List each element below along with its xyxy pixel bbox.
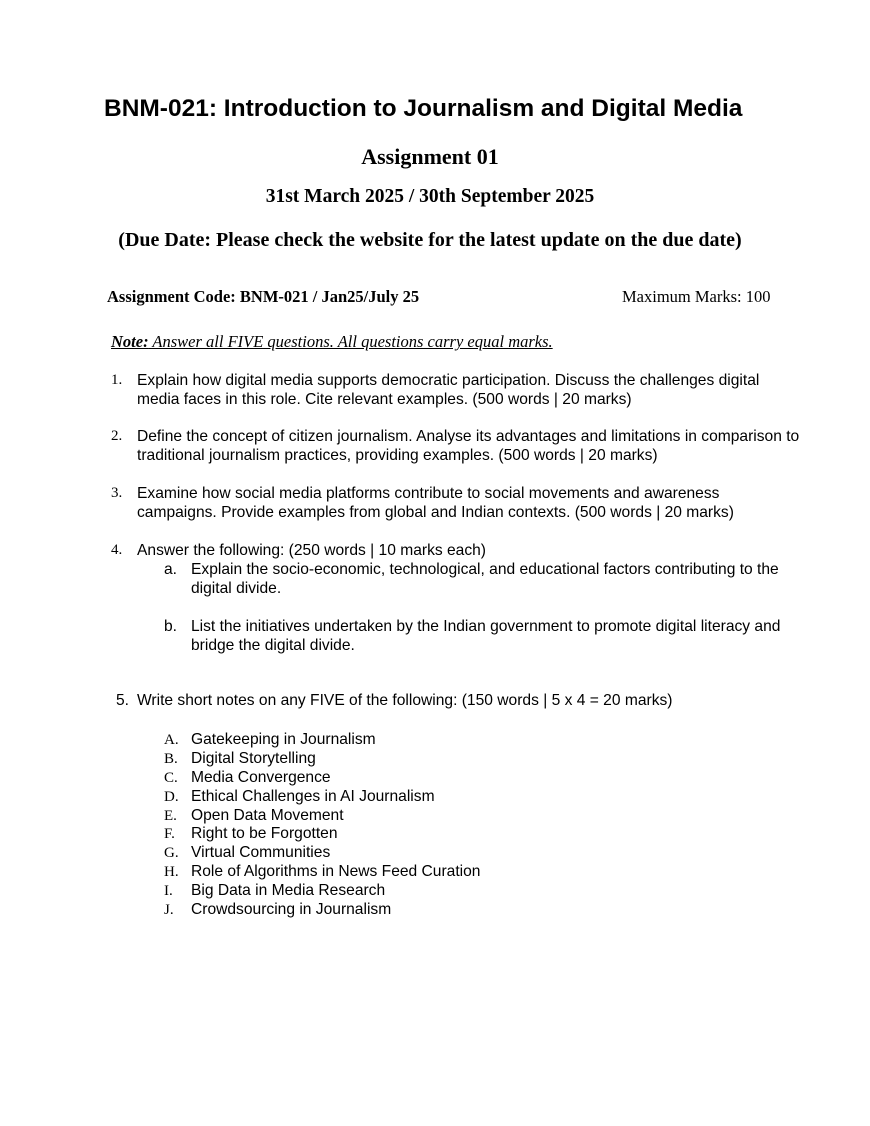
list-item bbox=[0, 863, 870, 882]
course-title: BNM-021: Introduction to Journalism and Digital Media bbox=[104, 95, 743, 122]
subpart-label: b. bbox=[164, 618, 178, 635]
topic-text: Open Data Movement bbox=[191, 806, 344, 824]
question-text: Explain how digital media supports democratic participation. Discuss the challenges digital media faces in this role. Cite relevant examples. (500 words | 20 marks) bbox=[137, 372, 760, 408]
topic-label: A. bbox=[164, 732, 179, 748]
instructions-note bbox=[111, 332, 553, 352]
note-text: Answer all FIVE questions. All questions carry equal marks. bbox=[148, 332, 553, 351]
question-number: 3. bbox=[111, 485, 123, 501]
topic-text: Digital Storytelling bbox=[191, 749, 316, 767]
topic-label: B. bbox=[164, 750, 178, 767]
list-item bbox=[0, 844, 870, 863]
subpart-text: List the initiatives undertaken by the Indian government to promote digital literacy and bridge the digital divide. bbox=[191, 618, 781, 654]
topic-text: Right to be Forgotten bbox=[191, 825, 338, 843]
maximum-marks: Maximum Marks: 100 bbox=[622, 287, 771, 306]
list-item bbox=[0, 882, 870, 901]
topic-label: F. bbox=[164, 826, 175, 843]
question-text: Answer the following: (250 words | 10 marks each) bbox=[137, 542, 487, 559]
topic-label: H. bbox=[164, 864, 179, 881]
topic-label: C. bbox=[164, 769, 178, 786]
assignment-code: Assignment Code: BNM-021 / Jan25/July 25 bbox=[107, 287, 420, 306]
list-item bbox=[0, 731, 870, 750]
topic-label: D. bbox=[164, 788, 179, 805]
topic-label: G. bbox=[164, 845, 179, 862]
topic-text: Gatekeeping in Journalism bbox=[191, 731, 376, 748]
topic-label: E. bbox=[164, 807, 177, 824]
note-label: Note: bbox=[111, 332, 149, 351]
assignment-title: Assignment 01 bbox=[361, 144, 499, 169]
subpart-label: a. bbox=[164, 561, 178, 578]
list-item bbox=[0, 825, 870, 844]
question-text: Write short notes on any FIVE of the following: (150 words | 5 x 4 = 20 marks) bbox=[137, 692, 673, 709]
short-notes-topic-list bbox=[0, 731, 870, 920]
question-number: 1. bbox=[111, 372, 123, 388]
topic-text: Virtual Communities bbox=[191, 844, 331, 862]
topic-label: J. bbox=[164, 902, 174, 919]
list-item bbox=[0, 788, 870, 807]
list-item bbox=[0, 901, 870, 920]
question-number: 4. bbox=[111, 542, 123, 558]
topic-text: Crowdsourcing in Journalism bbox=[191, 901, 392, 919]
topic-text: Role of Algorithms in News Feed Curation bbox=[191, 863, 481, 881]
topic-text: Ethical Challenges in AI Journalism bbox=[191, 787, 435, 805]
topic-label: I. bbox=[164, 883, 173, 900]
list-item bbox=[0, 750, 870, 769]
question-text: Define the concept of citizen journalism. Analyse its advantages and limitations in comparison to traditional journalism practices, providing examples. (500 words | 20 marks) bbox=[137, 428, 800, 464]
list-item bbox=[0, 769, 870, 788]
topic-text: Big Data in Media Research bbox=[191, 882, 386, 900]
question-number: 5. bbox=[116, 692, 130, 709]
due-date-notice: (Due Date: Please check the website for the latest update on the due date) bbox=[118, 229, 742, 251]
session-dates: 31st March 2025 / 30th September 2025 bbox=[265, 186, 595, 207]
subpart-text: Explain the socio-economic, technological, and educational factors contributing to the digital divide. bbox=[191, 561, 779, 597]
question-text: Examine how social media platforms contribute to social movements and awareness campaigns. Provide examples from global and Indian contexts. (500 words | 20 marks) bbox=[137, 485, 734, 521]
list-item bbox=[0, 807, 870, 826]
topic-text: Media Convergence bbox=[191, 768, 331, 786]
question-number: 2. bbox=[111, 428, 123, 444]
